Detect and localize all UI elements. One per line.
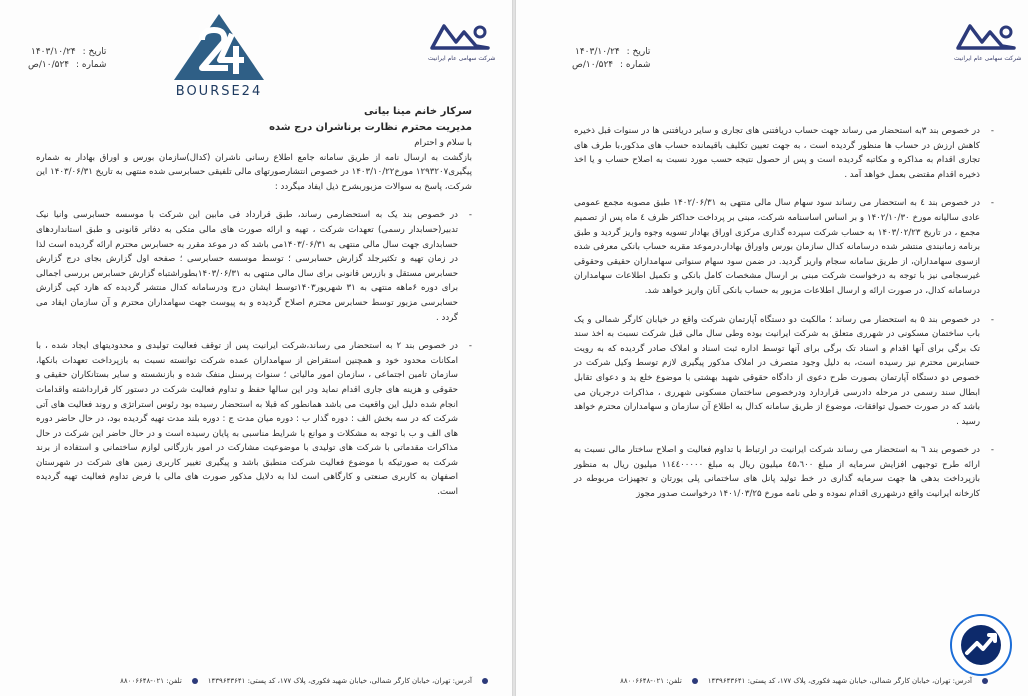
clause-3-paragraph: - در خصوص بند ۳به استحضار می رساند جهت حساب دریافتنی های تجاری و سایر دریافتنی ها در سنوات قبل ذخیره کاهش ارزش در حساب ها منظور گردیده است ، به جهت تعیین تکلیف باقیمانده حساب های مذکور،با طرف های تجاری اقدام به مذاکره و مکاتبه گردیده است و پس از حصول نتیجه حسب مورد نسبت به اصلاح حساب و یا اخذ ذخیره اقدام مقتضی بعمل خواهد آمد . [574, 124, 994, 182]
date-row-right [572, 46, 650, 59]
bourse-badge-icon [950, 614, 1012, 676]
date-label-right: تاریخ : [626, 47, 651, 57]
phone-icon [692, 678, 698, 684]
letter-meta [28, 46, 106, 72]
left-letter-body [36, 104, 472, 514]
number-value-right: ۱۰/۵۲۴/ص [572, 60, 614, 70]
number-row [28, 59, 106, 72]
letter-page-right [516, 0, 1028, 696]
company-caption: شرکت سهامی عام ایرانیت [428, 55, 496, 62]
right-letter-body [574, 124, 994, 516]
intro-paragraph: بازگشت به ارسال نامه از طریق سامانه جامع اطلاع رسانی ناشران (کدال)سازمان بورس و اوراق بهادار به شماره پیگیری۱۲۹۳۲۰۷ مورخ۱۴۰۳/۱۰/۲۲ در خصوص انتشارصورتهای مالی تلفیقی حسابرسی شده منتهی به تاریخ ۱۴۰۳/۰۶/۳۱ این شرکت، پاسخ به سوالات مزبوربشرح ذیل ایفاد میگردد : [36, 152, 472, 192]
letter-page-left [0, 0, 512, 696]
date-value: ۱۴۰۳/۱۰/۲۴ [31, 47, 76, 57]
company-caption-right: شرکت سهامی عام ایرانیت [954, 55, 1022, 62]
number-label-right: شماره : [620, 60, 651, 70]
footer-address: آدرس: تهران، خیابان کارگر شمالی، خیابان شهید فکوری، پلاک ۱۷۷، کد پستی: ۱۴۳۹۶۴۳۶۴۱ [207, 677, 472, 685]
number-value: ۱۰/۵۲۴/ص [28, 60, 70, 70]
letter-meta-right [572, 46, 650, 72]
iranit-logo-mark-icon [428, 18, 492, 54]
clause-6-paragraph: - در خصوص بند ٦ به استحضار می رساند شرکت ایرانیت در ارتباط با تداوم فعالیت و اصلاح ساختار مالی نسبت به ارائه طرح توجیهی افزایش سرمایه از مبلغ ٤۵،٦۰۰ میلیون ریال به مبلغ ۱۱٤٤۰۰۰۰۰ میلیون ریال به منظور بازپرداخت بدهی ها جهت سرمایه گذاری در خط تولید پانل های ساختمانی پلی یورتان و تجهیزات مربوطه در کارخانه ایرانیت واقع درشهرری اقدام نموده و طی نامه مورخ ۱۴۰۱/۰۳/۲۵ درخواست صدور مجوز [574, 443, 994, 501]
recipient-title: مدیریت محترم نظارت برناشران درج شده [269, 122, 472, 133]
trend-arrow-icon [959, 623, 1003, 667]
clause-2-paragraph: - در خصوص بند ۲ به استحضار می رساند،شرکت ایرانیت پس از توقف فعالیت تولیدی و محدودیتهای ایجاد شده ، با امکانات محدود خود و همچنین استقراض از سهامداران عمده شرکت توانسته نسبت به بازپرداخت تعهدات بانکها، سازمان تامین اجتماعی ، سازمان امور مالیاتی ؛ سنوات پرسنل منفک شده و بازنشسته و سایر بستانکاران حقیقی و حقوقی و هزینه های جاری اقدام نماید ودر این سالها حفظ و تداوم فعالیت شرکت در دستور کار قرارداشته واقدامات انجام شده دلیل این واقعیت می باشد همانطور که قبلا به استحضار رسیده بود رئوس استراتژی و روند فعالیت های آتی شرکت که در سه بخش الف : دوره گذار ب : دوره میان مدت ج : دوره بلند مدت تهیه گردیده بود، در حال حاضر دوره های الف و ب با توجه به مشکلات و موانع با شرایط مناسبی به پایان رسیده است و در حال حاضر این شرکت در حال مذاکرات مقدماتی با شرکت های تولیدی با موضوعیت مشارکت در امور بازرگانی لوازم ساختمانی و استفاده از برند شرکت به صورتیکه با موضوع فعالیت شرکت منطبق باشد و پیگیری تغییر کاربری زمین های شرکت در شهرستان اصفهان به کاربری صنعتی و کارگاهی است لذا به دلایل مذکور صورت های مالی با فرض تداوم فعالیت تهیه گردیده است. [36, 339, 472, 500]
phone-icon [192, 678, 198, 684]
footer-phone: تلفن: ۰۲۱-۸۸۰۰۶۶۴۸ [120, 677, 182, 685]
clause-5-paragraph: - در خصوص بند ۵ به استحضار می رساند ؛ مالکیت دو دستگاه آپارتمان شرکت واقع در خیابان کارگر شمالی و یک باب ساختمان مسکونی در شهرری متعلق به شرکت ایرانیت بوده وطی سال مالی قبل شرکت نسبت به اخذ سند تک برگی برای آنها اقدام و اسناد تک برگی برای آنها توسط اداره ثبت اسناد و املاک صادر گردیده که به رویت حسابرس محترم نیز رسیده است، به دلیل وجود متصرف در املاک مذکور پیگیری لازم توسط وکیل شرکت در خصوص دو دستگاه آپارتمان بصورت طرح دعوی از دادگاه حقوقی شهید بهشتی با موضوع خلع ید و دعوای تقابل ابطال سند رسمی در مرحله دادرسی قراردارد ودرخصوص ساختمان مسکونی شهرری ، مذاکرات درجریان می باشد که در صورت حصول توافقات، موضوع از طریق سامانه کدال به اطلاع آن سازمان و سهامداران محترم خواهد رسید . [574, 313, 994, 430]
location-pin-icon [982, 678, 988, 684]
footer-address-right: آدرس: تهران، خیابان کارگر شمالی، خیابان شهید فکوری، پلاک ۱۷۷، کد پستی: ۱۴۳۹۶۴۳۶۴۱ [707, 677, 972, 685]
footer-phone-right: تلفن: ۰۲۱-۸۸۰۰۶۶۴۸ [620, 677, 682, 685]
date-label: تاریخ : [82, 47, 107, 57]
greeting: با سلام و احترام [414, 138, 472, 148]
bourse24-text: BOURSE24 [175, 84, 263, 99]
date-row [28, 46, 106, 59]
recipient-name: سرکار خانم مینا بیانی [364, 106, 472, 117]
clause-1-paragraph: - در خصوص بند یک به استحضارمی رساند، طبق قرارداد فی مابین این شرکت با موسسه حسابرسی وانیا نیک تدبیر(حسابدار رسمی) تعهدات شرکت ، تهیه و ارائه صورت های مالی متکی به دفاتر قانونی و طبق استانداردهای حسابداری جهت سال مالی منتهی به ۱۴۰۳/۰۶/۳۱می باشد که در موعد مقرر به حسابرس محترم ارائه گردیده است لذا در زمان تهیه و تکثیرجلد گزارش حسابرسی ؛ توسط موسسه حسابرسی ؛ صفحه اول گزارش بجای درج گزارش حسابرس مستقل و بازرس قانونی برای سال مالی منتهی به ۱۴۰۳/۰۶/۳۱بطوراشتباه گزارش حسابرس بررسی اجمالی برای دوره ۶ماهه منتهی به ۳۱ شهریور۱۴۰۳توسط ایشان درج ودرسامانه کدال منتشر گردیده که هارد کپی گزارش حسابرسی مزبور توسط حسابرس محترم اصلاح گردیده و به پیوست جهت سهامداران محترم و آن سازمان ایفاد می گردد . [36, 208, 472, 325]
left-footer [120, 672, 488, 690]
location-pin-icon [482, 678, 488, 684]
number-row-right [572, 59, 650, 72]
iranit-logo [428, 18, 495, 62]
number-label: شماره : [76, 60, 107, 70]
bourse24-logo-icon [172, 12, 266, 82]
iranit-logo-right [954, 18, 1021, 62]
bourse24-watermark [172, 12, 266, 99]
right-footer [620, 672, 988, 690]
iranit-logo-mark-icon [954, 18, 1018, 54]
clause-4-paragraph: - در خصوص بند ٤ به استحضار می رساند سود سهام سال مالی منتهی به ۱۴۰۲/۰۶/۳۱ طبق مصوبه مجمع عمومی عادی سالیانه مورخ ۱۴۰۲/۱۰/۳۰ و بر اساس اساسنامه شرکت، مبنی بر پرداخت حداکثر ظرف ٤ ماه پس از تصمیم مجمع ، در تاریخ ۱۴۰۳/۰۲/۲۳ به حساب شرکت سپرده گذاری مرکزی اوراق بهادار تسویه وجوه واریز گردید و طبق برنامه زمانبندی منتشر شده درسامانه کدال سازمان بورس واوراق بهادار،درموعد مقربه حساب بانکی معرفی شده ازسوی سهامداران، از طریق سامانه سجام واریز گردید. در ضمن سود سهام سنواتی سهامداران حقیقی وحقوقی غیرسجامی نیز با توجه به درخواست شرکت مبنی بر ارسال مشخصات کامل بانکی و تکمیل اطلاعات سهامداران درسامانه کدال، در صورت ارائه و ارسال اطلاعات مزبور به حساب بانکی آنان واریز خواهد شد. [574, 196, 994, 298]
date-value-right: ۱۴۰۳/۱۰/۲۴ [575, 47, 620, 57]
